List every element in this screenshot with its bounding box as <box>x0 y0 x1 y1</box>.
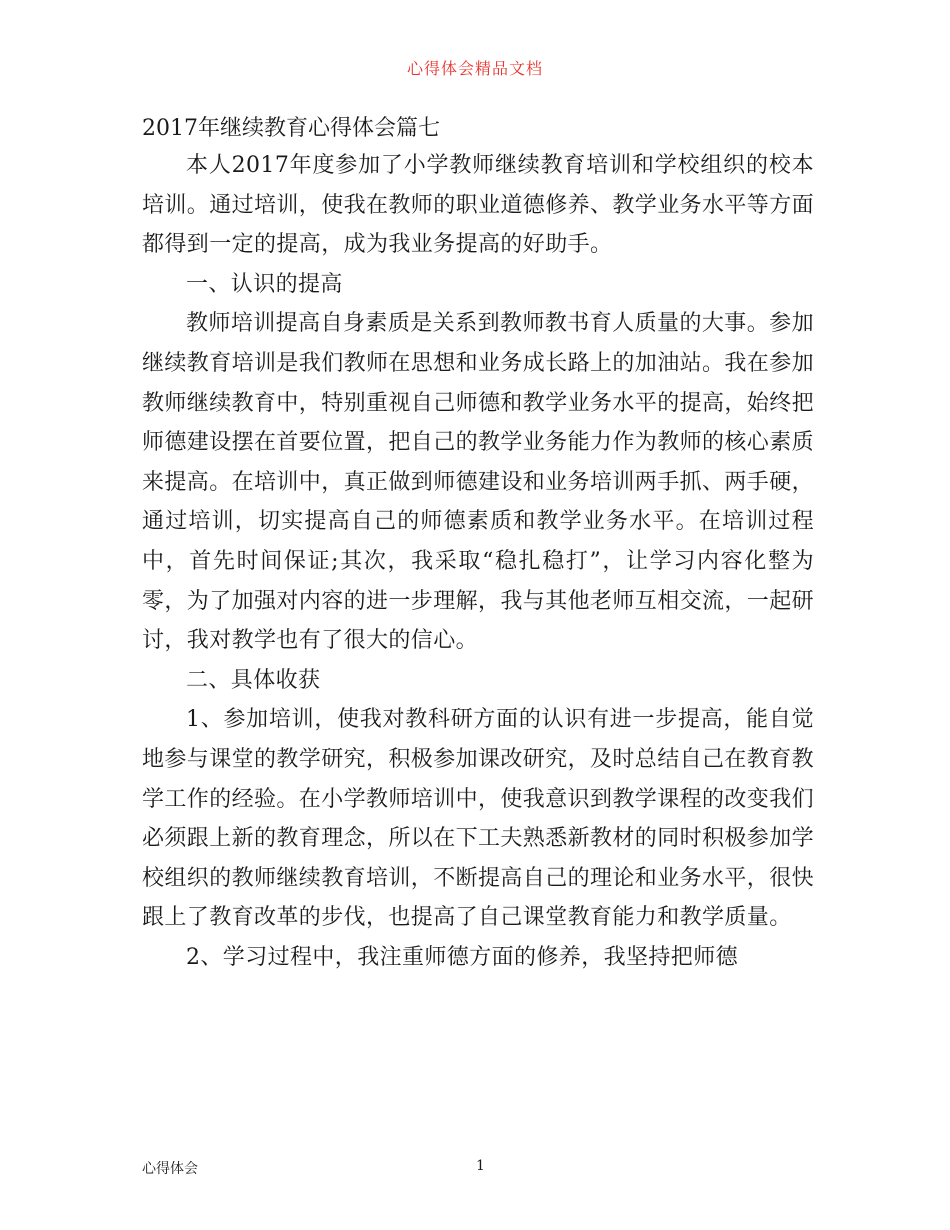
paragraph-item-2: 2、学习过程中，我注重师德方面的修养，我坚持把师德 <box>186 944 738 970</box>
footer-label: 心得体会 <box>142 1161 198 1177</box>
page-number: 1 <box>476 1158 485 1174</box>
section-heading-1: 一、认识的提高 <box>186 271 343 297</box>
paragraph-item-1: 1、参加培训，使我对教科研方面的认识有进一步提高，能自觉地参与课堂的教学研究，积极参加课改研究，及时总结自己在教育教学工作的经验。在小学教师培训中，使我意识到教学课程的改变我们必须跟上新的教育理念，所以在下工夫熟悉新教材的同时积极参加学校组织的教师继续教育培训，不断提高自己的理论和业务水平，很快跟上了教育改革的步伐，也提高了自己课堂教育能力和教学质量。 <box>142 707 815 931</box>
document-title: 2017年继续教育心得体会篇七 <box>142 116 440 141</box>
paragraph-section-1: 教师培训提高自身素质是关系到教师教书育人质量的大事。参加继续教育培训是我们教师在思想和业务成长路上的加油站。我在参加教师继续教育中，特别重视自己师德和教学业务水平的提高，始终把师德建设摆在首要位置，把自己的教学业务能力作为教师的核心素质来提高。在培训中，真正做到师德建设和业务培训两手抓、两手硬，通过培训，切实提高自己的师德素质和教学业务水平。在培训过程中，首先时间保证;其次，我采取“稳扎稳打”，让学习内容化整为零，为了加强对内容的进一步理解，我与其他老师互相交流，一起研讨，我对教学也有了很大的信心。 <box>142 311 815 654</box>
paragraph-intro: 本人2017年度参加了小学教师继续教育培训和学校组织的校本培训。通过培训，使我在教师的职业道德修养、教学业务水平等方面都得到一定的提高，成为我业务提高的好助手。 <box>142 153 815 258</box>
page-header: 心得体会精品文档 <box>406 59 543 78</box>
document-body <box>142 112 814 977</box>
section-heading-2: 二、具体收获 <box>186 667 321 693</box>
